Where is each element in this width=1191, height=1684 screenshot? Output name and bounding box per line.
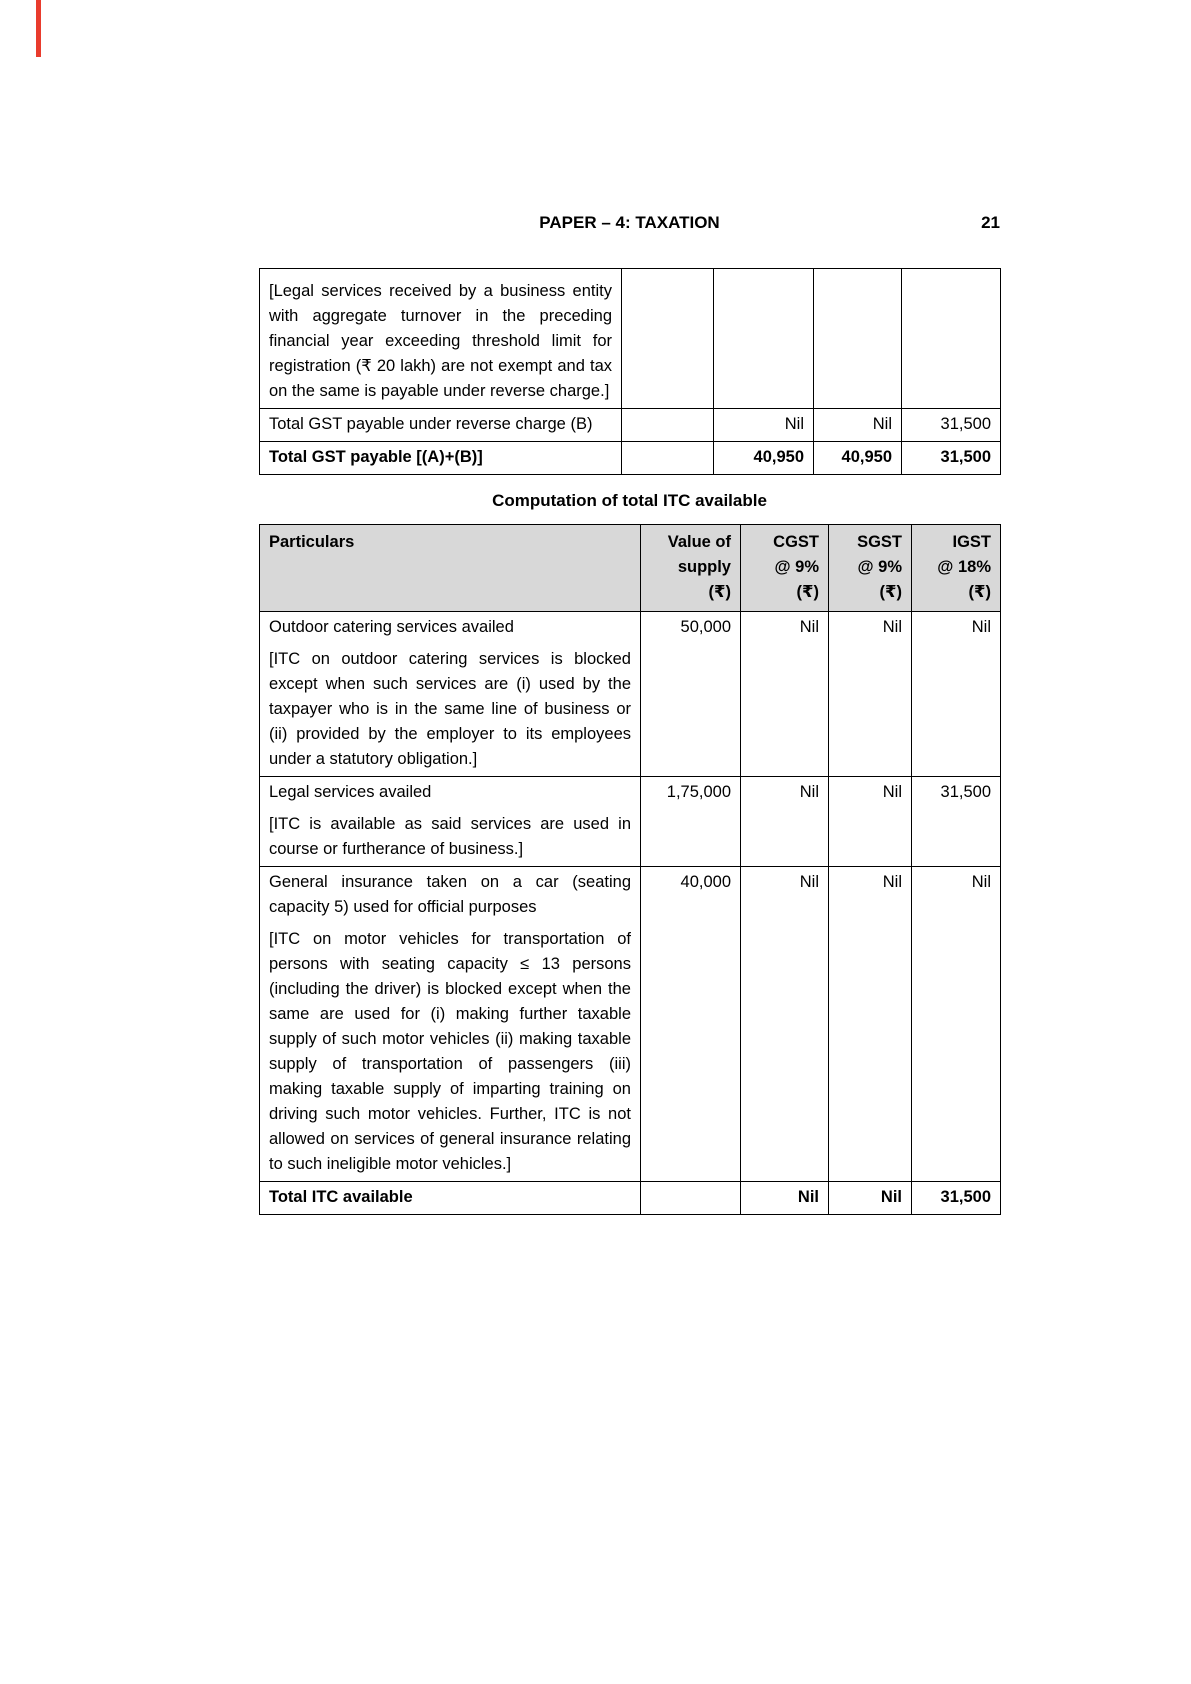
value-of-supply-cell: 1,75,000 <box>641 777 741 867</box>
page-header <box>259 213 1000 237</box>
particulars-cell <box>260 867 641 1182</box>
header-value-of-supply: Value of supply (₹) <box>641 525 741 612</box>
igst-cell: Nil <box>912 612 1001 777</box>
cgst-cell: Nil <box>741 867 829 1182</box>
particulars-item-text: Legal services availed <box>269 783 432 801</box>
sgst-cell: Nil <box>829 1182 912 1215</box>
particulars-cell <box>260 1182 641 1215</box>
table-row <box>260 867 1001 1182</box>
itc-table-body <box>260 612 1001 1215</box>
value-of-supply-cell <box>622 442 714 475</box>
particulars-note-text: [Legal services received by a business entity with aggregate turnover in the preceding financial year exceeding threshold limit for registration (₹ 20 lakh) are not exempt and tax on the same is payable under reverse charge.] <box>269 282 612 400</box>
page-title: PAPER – 4: TAXATION <box>539 213 720 232</box>
table-row <box>260 612 1001 777</box>
value-of-supply-cell <box>622 269 714 409</box>
cgst-cell: Nil <box>741 612 829 777</box>
itc-header-row <box>260 525 1001 612</box>
particulars-note-text: [ITC is available as said services are used in course or furtherance of business.] <box>269 815 631 858</box>
cgst-cell: Nil <box>714 409 814 442</box>
particulars-cell <box>260 777 641 867</box>
particulars-item-text: Total ITC available <box>269 1188 413 1206</box>
sgst-cell: Nil <box>829 867 912 1182</box>
table-row <box>260 409 1001 442</box>
table-row <box>260 269 1001 409</box>
particulars-item-text: Total GST payable [(A)+(B)] <box>269 448 483 466</box>
igst-cell: 31,500 <box>912 777 1001 867</box>
value-of-supply-cell <box>622 409 714 442</box>
header-sgst: SGST @ 9% (₹) <box>829 525 912 612</box>
sgst-cell: Nil <box>829 777 912 867</box>
header-igst: IGST @ 18% (₹) <box>912 525 1001 612</box>
header-particulars: Particulars <box>260 525 641 612</box>
value-of-supply-cell: 50,000 <box>641 612 741 777</box>
value-of-supply-cell <box>641 1182 741 1215</box>
gst-payable-table <box>259 268 1001 475</box>
particulars-note-text: [ITC on outdoor catering services is blocked except when such services are (i) used by the taxpayer who is in the same line of business or (ii) provided by the employer to its employees under a statutory obligation.] <box>269 650 631 768</box>
particulars-item-text: Total GST payable under reverse charge (B) <box>269 415 593 433</box>
particulars-item-text: General insurance taken on a car (seating capacity 5) used for official purposes <box>269 873 631 916</box>
sgst-cell: Nil <box>829 612 912 777</box>
itc-available-table <box>259 524 1001 1215</box>
table-row <box>260 1182 1001 1215</box>
particulars-cell <box>260 442 622 475</box>
igst-cell: Nil <box>912 867 1001 1182</box>
sgst-cell: Nil <box>814 409 902 442</box>
value-of-supply-cell: 40,000 <box>641 867 741 1182</box>
cgst-cell: Nil <box>741 777 829 867</box>
particulars-item-text: Outdoor catering services availed <box>269 618 514 636</box>
cgst-cell: Nil <box>741 1182 829 1215</box>
igst-cell: 31,500 <box>902 442 1001 475</box>
section-heading: Computation of total ITC available <box>492 491 767 510</box>
table-row <box>260 442 1001 475</box>
igst-cell: 31,500 <box>912 1182 1001 1215</box>
sgst-cell: 40,950 <box>814 442 902 475</box>
cgst-cell: 40,950 <box>714 442 814 475</box>
particulars-cell <box>260 612 641 777</box>
cgst-cell <box>714 269 814 409</box>
table-row <box>260 777 1001 867</box>
igst-cell <box>902 269 1001 409</box>
particulars-cell <box>260 269 622 409</box>
sgst-cell <box>814 269 902 409</box>
red-margin-mark <box>36 0 41 57</box>
header-cgst: CGST @ 9% (₹) <box>741 525 829 612</box>
gst-table-body <box>260 269 1001 475</box>
page-content <box>259 213 1000 1215</box>
igst-cell: 31,500 <box>902 409 1001 442</box>
page-number: 21 <box>981 213 1000 232</box>
particulars-note-text: [ITC on motor vehicles for transportation of persons with seating capacity ≤ 13 persons (including the driver) is blocked except when the same are used for (i) making further taxable supply of such motor vehicles (ii) making taxable supply of transportation of passengers (iii) making taxable supply of imparting training on driving such motor vehicles. Further, ITC is not allowed on services of general insurance relating to such ineligible motor vehicles.] <box>269 930 631 1173</box>
particulars-cell <box>260 409 622 442</box>
